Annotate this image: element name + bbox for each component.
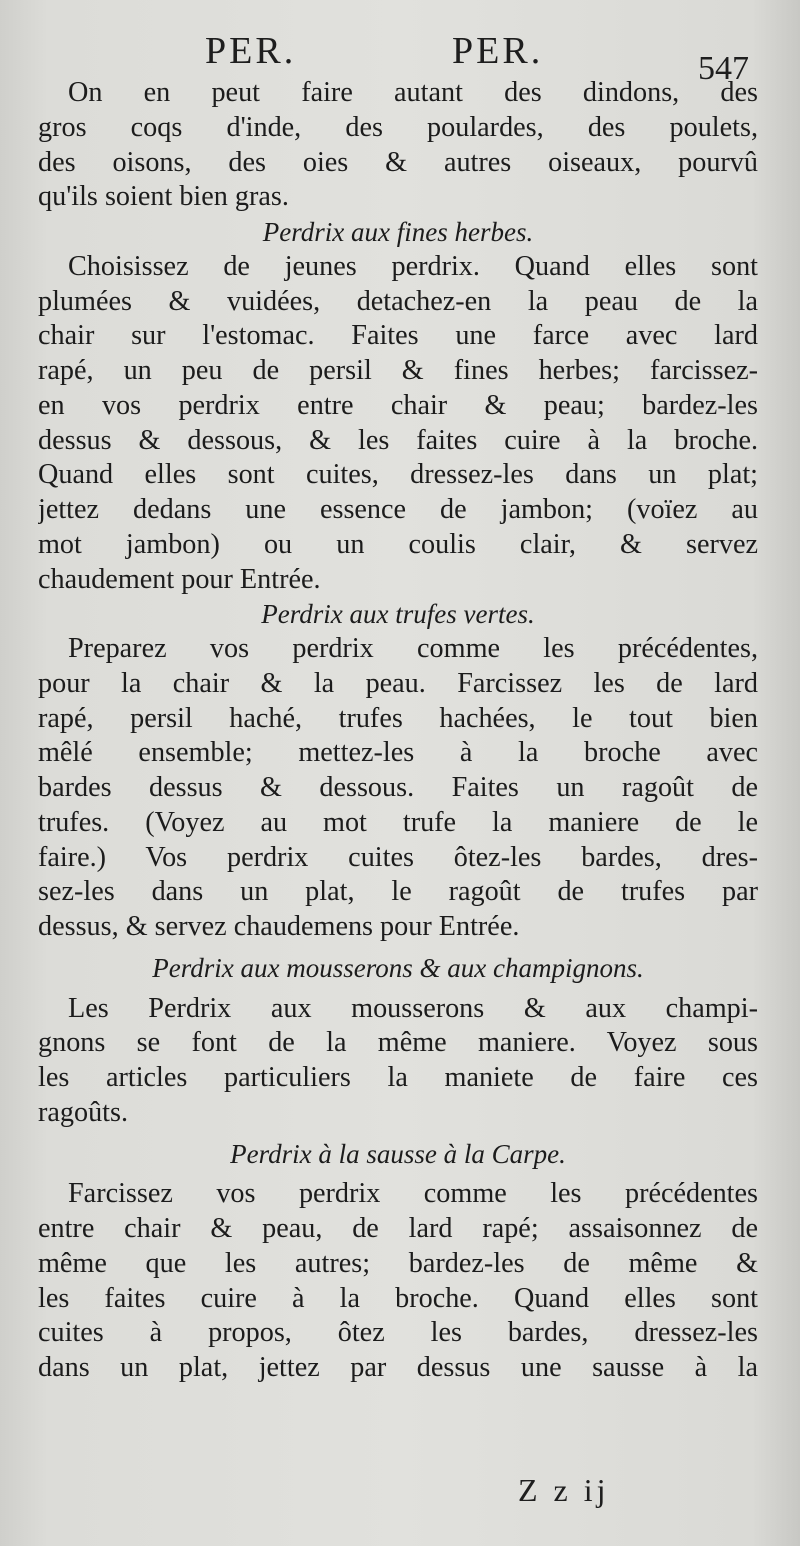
text-line: sez-les dans un plat, le ragoût de trufes par (38, 876, 758, 908)
text-line: même que les autres; bardez-les de même & (38, 1247, 758, 1279)
recipe-heading: Perdrix aux fines herbes. (262, 217, 534, 247)
text-line: trufes. (Voyez au mot trufe la maniere de le (38, 806, 758, 838)
text-line: Les Perdrix aux mousserons & aux champi- (68, 992, 758, 1024)
page-body (38, 76, 758, 1386)
text-line: Farcissez vos perdrix comme les précédentes (68, 1178, 758, 1210)
text-line: des oisons, des oies & autres oiseaux, pourvû (38, 146, 758, 178)
text-line: jettez dedans une essence de jambon; (voïez au (38, 494, 758, 525)
text-line: ragoûts. (38, 1096, 129, 1128)
page-header (0, 26, 800, 87)
text-line: mot jambon) ou un coulis clair, & servez (38, 528, 758, 560)
text-line: On en peut faire autant des dindons, des (68, 77, 758, 108)
text-line: les articles particuliers la maniete de faire ces (38, 1062, 758, 1093)
text-line: Choisissez de jeunes perdrix. Quand elles sont (68, 250, 758, 282)
text-line: Preparez vos perdrix comme les précédentes, (68, 633, 758, 664)
text-line: rapé, un peu de persil & fines herbes; farcissez- (38, 355, 758, 386)
text-line: dans un plat, jettez par dessus une sausse à la (38, 1352, 758, 1383)
page-number: 547 (698, 50, 749, 87)
text-line: en vos perdrix entre chair & peau; bardez-les (38, 389, 758, 421)
running-head-left: PER. (205, 30, 297, 72)
recipe-heading: Perdrix aux mousserons & aux champignons. (152, 952, 644, 983)
text-line: dessus & dessous, & les faites cuire à la broche. (38, 424, 758, 456)
text-line: rapé, persil haché, trufes hachées, le tout bien (38, 702, 758, 734)
running-head-right: PER. (452, 30, 544, 72)
text-line: pour la chair & la peau. Farcissez les de lard (38, 667, 758, 699)
text-line: les faites cuire à la broche. Quand elles sont (38, 1282, 758, 1314)
text-line: chair sur l'estomac. Faites une farce avec lard (38, 320, 758, 352)
recipe-heading: Perdrix à la sausse à la Carpe. (230, 1138, 566, 1169)
catchword: Z z ij (518, 1472, 610, 1508)
text-line: gros coqs d'inde, des poulardes, des poulets, (38, 111, 758, 143)
text-line: entre chair & peau, de lard rapé; assaisonnez de (38, 1213, 758, 1244)
text-line: mêlé ensemble; mettez-les à la broche avec (38, 737, 758, 769)
text-line: chaudement pour Entrée. (38, 563, 321, 595)
text-line: faire.) Vos perdrix cuites ôtez-les bardes, dres- (38, 841, 758, 873)
text-line: gnons se font de la même maniere. Voyez sous (38, 1027, 758, 1059)
recipe-heading: Perdrix aux trufes vertes. (261, 599, 535, 630)
text-line: Quand elles sont cuites, dressez-les dans un plat; (38, 459, 758, 491)
text-line: bardes dessus & dessous. Faites un ragoût de (38, 772, 758, 803)
text-line: cuites à propos, ôtez les bardes, dressez-les (38, 1317, 758, 1349)
text-line: qu'ils soient bien gras. (38, 181, 289, 213)
text-line: dessus, & servez chaudemens pour Entrée. (38, 911, 520, 942)
text-line: plumées & vuidées, detachez-en la peau de la (38, 285, 758, 317)
